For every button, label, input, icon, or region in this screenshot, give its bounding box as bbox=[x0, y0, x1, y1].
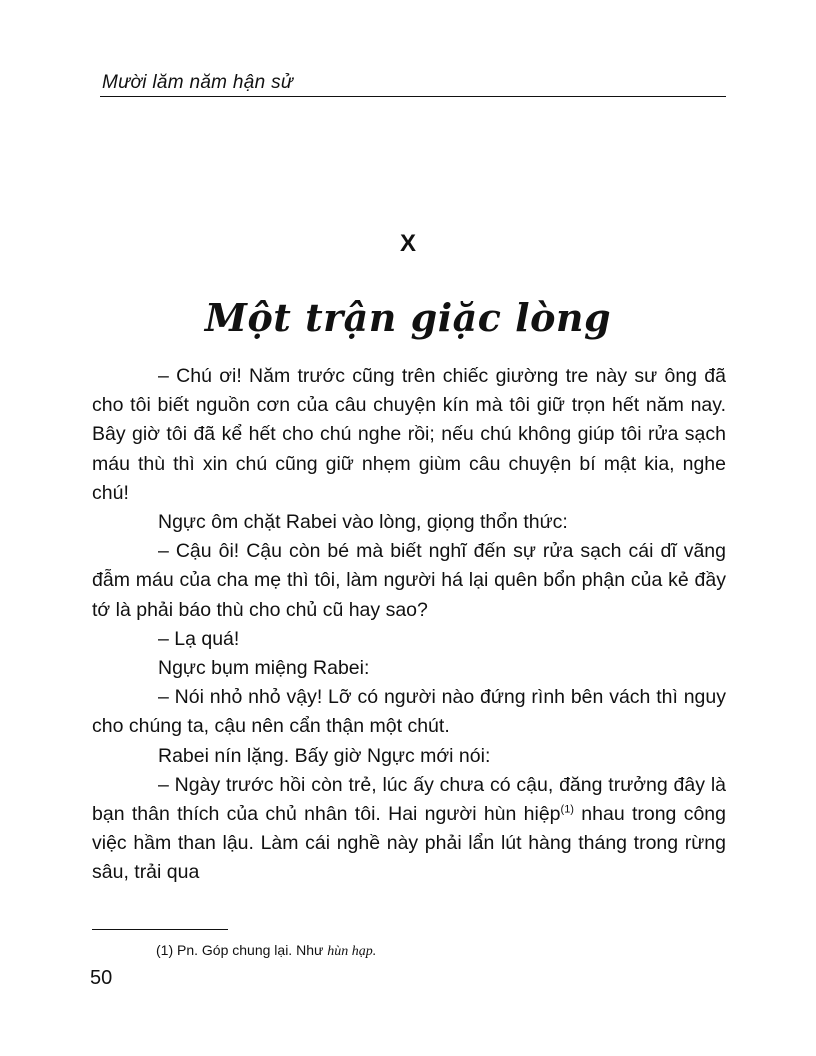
paragraph: – Chú ơi! Năm trước cũng trên chiếc giường tre này sư ông đã cho tôi biết nguồn cơn của câu chuyện kín mà tôi giữ trọn hết năm nay. Bây giờ tôi đã kể hết cho chú nghe rồi; nếu chú không giúp tôi rửa sạch máu thù thì xin chú cũng giữ nhẹm giùm câu chuyện bí mật kia, nghe chú! bbox=[92, 365, 726, 504]
footnote-marker: (1) bbox=[156, 942, 174, 958]
paragraph: – Nói nhỏ nhỏ vậy! Lỡ có người nào đứng rình bên vách thì nguy cho chúng ta, cậu nên cẩn thận một chút. bbox=[92, 686, 726, 738]
paragraph: – Lạ quá! bbox=[158, 627, 240, 650]
paragraph-text: – Ngày trước hồi còn trẻ, lúc ấy chưa có cậu, đăng trưởng đây là bạn thân thích của chủ nhân tôi. Hai người hùn hiệp bbox=[92, 773, 726, 826]
paragraph: Ngực ôm chặt Rabei vào lòng, giọng thổn thức: bbox=[158, 511, 568, 534]
chapter-number: X bbox=[399, 230, 416, 257]
footnote-emphasis: hùn hạp. bbox=[327, 944, 377, 959]
footnote-divider bbox=[92, 929, 228, 930]
footnote-reference: (1) bbox=[560, 803, 574, 816]
body-text bbox=[92, 362, 726, 888]
paragraph: Rabei nín lặng. Bấy giờ Ngực mới nói: bbox=[158, 744, 491, 767]
footnote-text: Pn. Góp chung lại. Như bbox=[173, 942, 328, 958]
footnote bbox=[156, 942, 376, 960]
paragraph-text: nhau trong công việc hầm than lậu. Làm cái nghề này phải lẩn lút hàng tháng trong rừng sâu, trải qua bbox=[92, 803, 726, 884]
paragraph-with-footnote bbox=[92, 771, 726, 888]
running-header-title: Mười lăm năm hận sử bbox=[102, 72, 294, 93]
running-header bbox=[100, 74, 726, 97]
paragraph: – Cậu ôi! Cậu còn bé mà biết nghĩ đến sự rửa sạch cái dĩ vãng đẫm máu của cha mẹ thì tôi, làm người há lại quên bổn phận của kẻ đầy tớ là phải báo thù cho chủ cũ hay sao? bbox=[92, 540, 726, 621]
page-number: 50 bbox=[90, 967, 113, 989]
paragraph: Ngực bụm miệng Rabei: bbox=[158, 657, 370, 680]
chapter-title: Một trận giặc lòng bbox=[204, 295, 612, 340]
